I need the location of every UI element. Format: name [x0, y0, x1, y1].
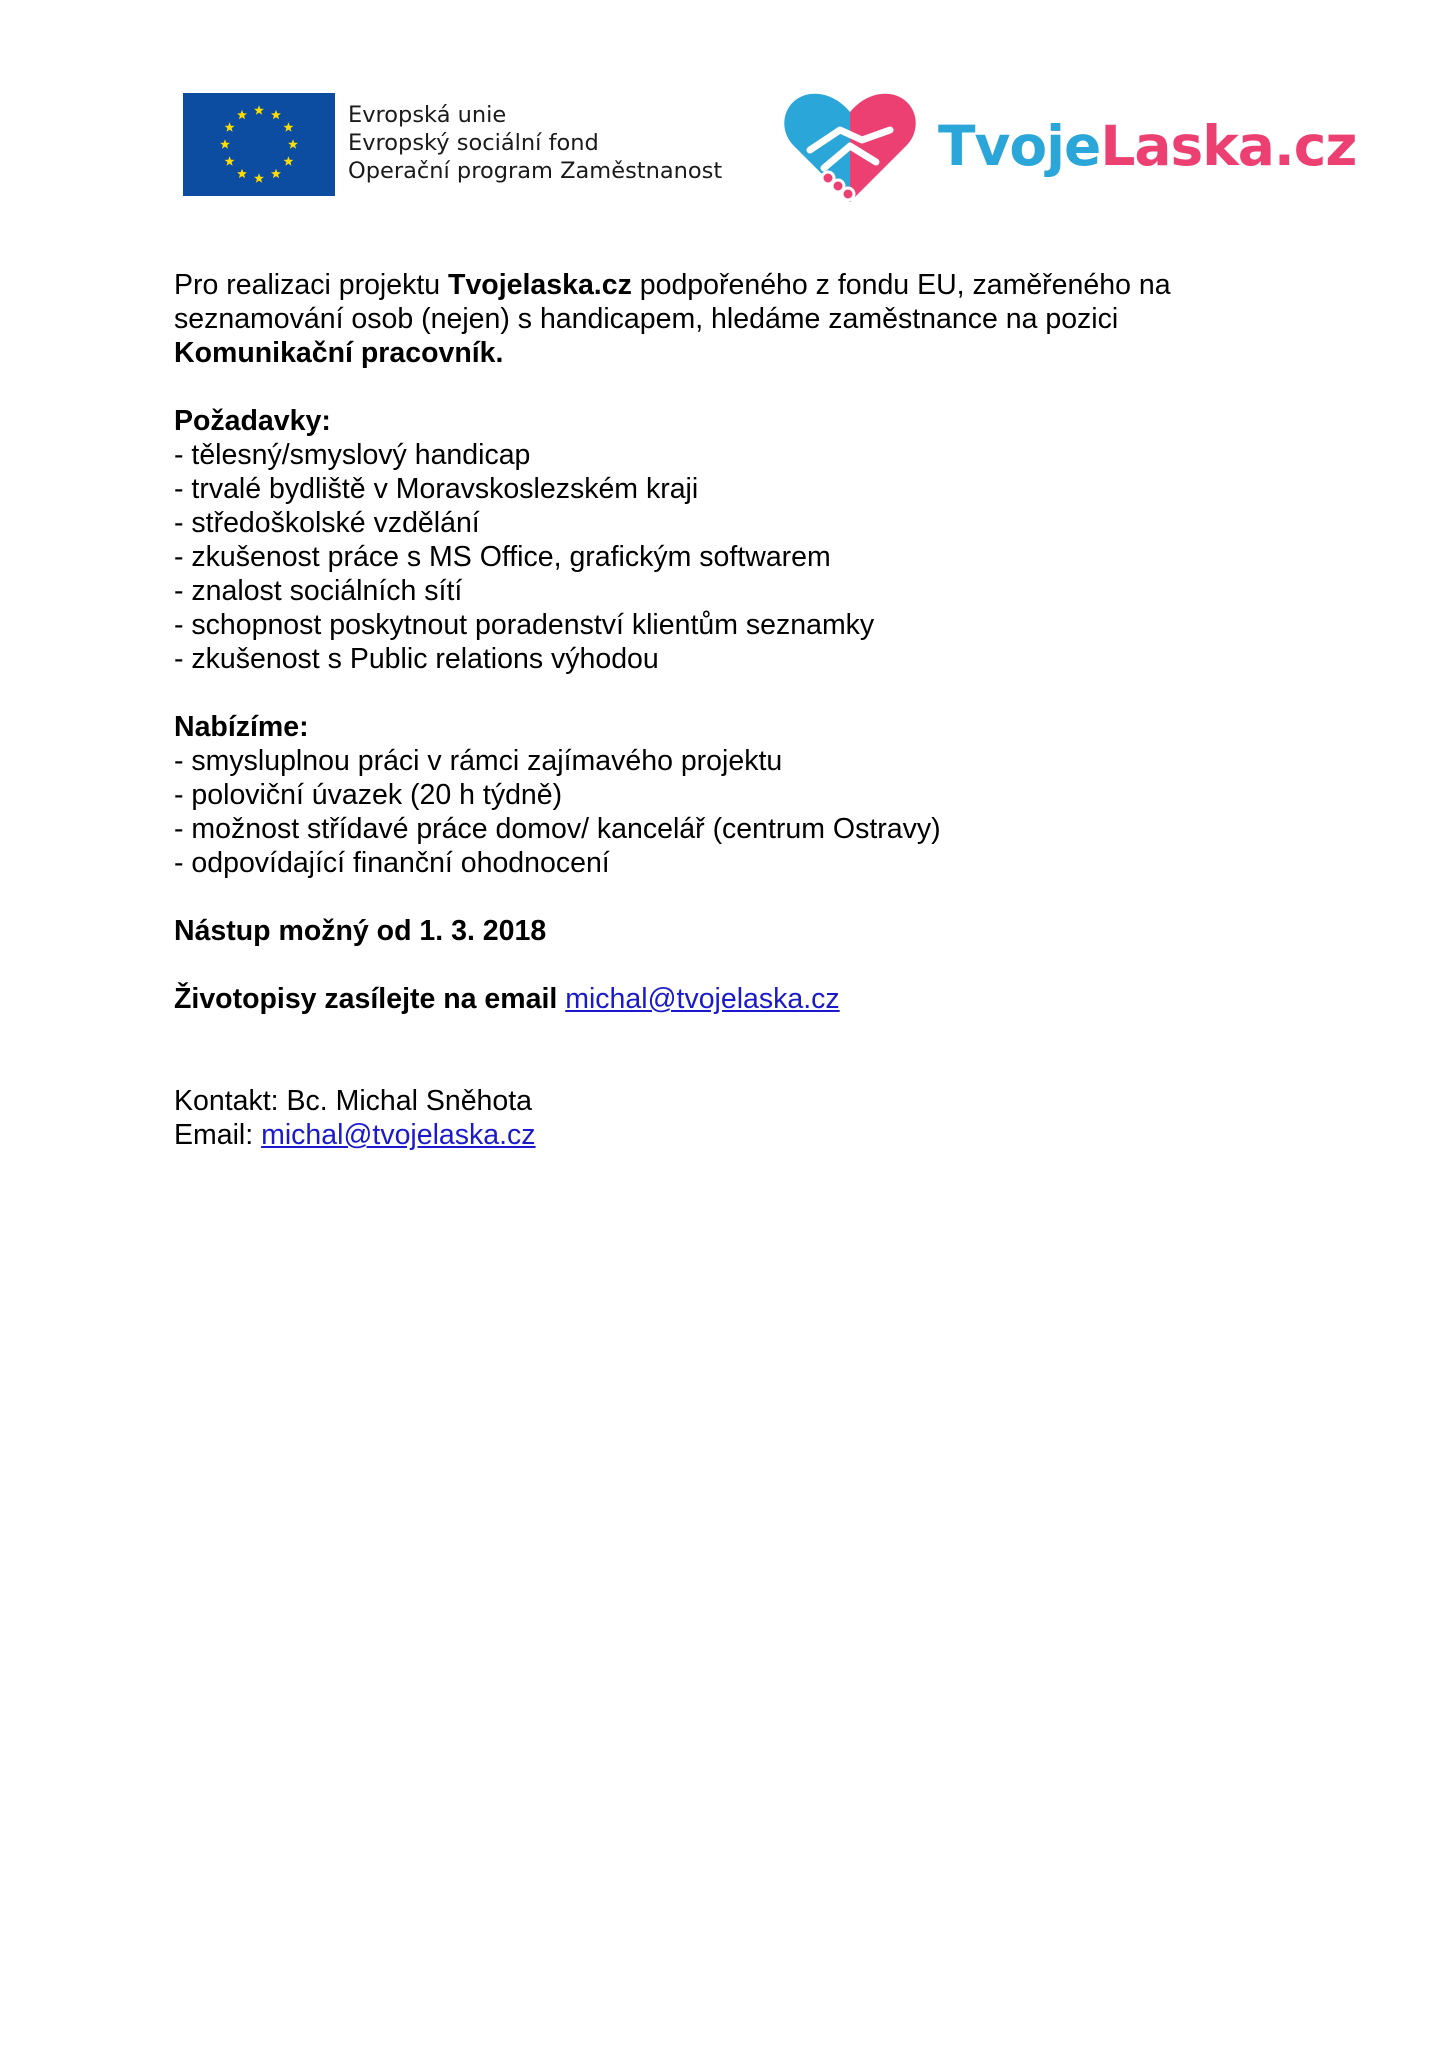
contact-email-line — [174, 1118, 1294, 1152]
offer-item: - možnost střídavé práce domov/ kancelář (centrum Ostravy) — [174, 813, 941, 845]
eu-star-icon — [271, 110, 281, 119]
requirement-item: - zkušenost práce s MS Office, grafickým softwarem — [174, 541, 831, 573]
eu-star-icon — [288, 139, 298, 148]
eu-star-icon — [225, 156, 235, 165]
requirement-item: - trvalé bydliště v Moravskoslezském kraji — [174, 473, 699, 505]
eu-line: Operační program Zaměstnanost — [348, 158, 723, 184]
requirements-list — [174, 438, 1294, 676]
offer-heading: Nabízíme: — [174, 711, 309, 743]
eu-star-icon — [254, 173, 264, 182]
cv-email-link[interactable]: michal@tvojelaska.cz — [565, 983, 840, 1015]
eu-star-icon — [254, 105, 264, 114]
brand-part-laska: Laska.cz — [1100, 114, 1357, 178]
heart-handshake-icon — [780, 90, 920, 206]
eu-stars-icon — [183, 93, 335, 196]
brand-part-tvoje: Tvoje — [938, 114, 1101, 178]
contact-email-link[interactable]: michal@tvojelaska.cz — [261, 1119, 536, 1151]
eu-star-icon — [271, 169, 281, 178]
requirement-item: - znalost sociálních sítí — [174, 575, 463, 607]
contact-email-label: Email: — [174, 1119, 262, 1151]
intro-paragraph — [174, 268, 1294, 370]
start-date: Nástup možný od 1. 3. 2018 — [174, 915, 547, 947]
offer-item: - smysluplnou práci v rámci zajímavého projektu — [174, 745, 783, 777]
intro-text: Pro realizaci projektu — [174, 269, 449, 301]
eu-star-icon — [284, 156, 294, 165]
requirement-item: - zkušenost s Public relations výhodou — [174, 643, 659, 675]
eu-star-icon — [220, 139, 230, 148]
eu-star-icon — [225, 122, 235, 131]
requirement-item: - středoškolské vzdělání — [174, 507, 480, 539]
offer-item: - odpovídající finanční ohodnocení — [174, 847, 610, 879]
requirements-heading: Požadavky: — [174, 405, 331, 437]
eu-line: Evropská unie — [348, 102, 507, 128]
tvojelaska-logo — [938, 116, 1356, 176]
job-posting — [174, 268, 1294, 1152]
intro-text: podpořeného z fondu EU, zaměřeného na seznamování osob (nejen) s handicapem, hledáme zaměstnance na pozici — [174, 269, 1171, 335]
eu-star-icon — [237, 169, 247, 178]
eu-star-icon — [237, 110, 247, 119]
cv-instruction — [174, 982, 1294, 1016]
requirement-item: - schopnost poskytnout poradenství klientům seznamky — [174, 609, 875, 641]
eu-line: Evropský sociální fond — [348, 130, 599, 156]
contact-person: Kontakt: Bc. Michal Sněhota — [174, 1085, 533, 1117]
cv-text: Životopisy zasílejte na email — [174, 983, 566, 1015]
offer-item: - poloviční úvazek (20 h týdně) — [174, 779, 563, 811]
project-name: Tvojelaska.cz — [448, 269, 632, 301]
eu-star-icon — [284, 122, 294, 131]
requirement-item: - tělesný/smyslový handicap — [174, 439, 531, 471]
eu-funding-text — [348, 101, 722, 185]
offer-list — [174, 744, 1294, 880]
eu-flag-logo — [183, 93, 335, 196]
position-name: Komunikační pracovník. — [174, 337, 504, 369]
